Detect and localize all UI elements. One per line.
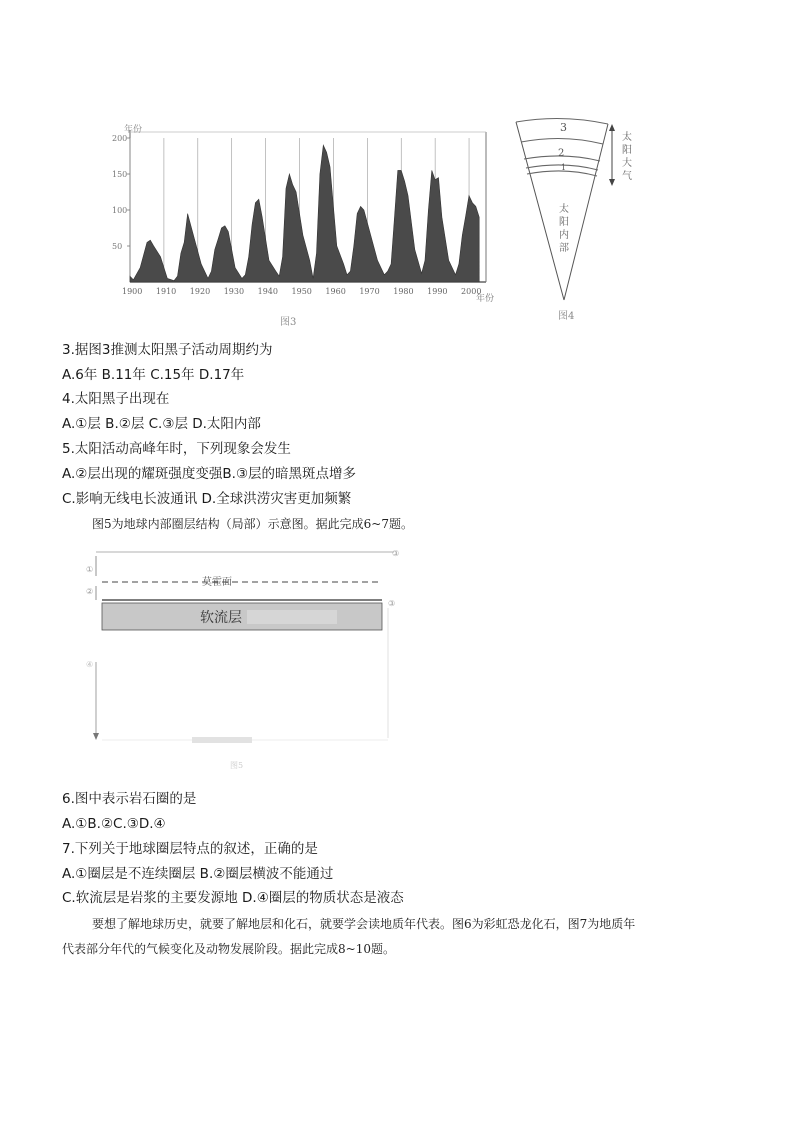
y-tick-label: 100 [112, 206, 128, 215]
right-marker-3b: ③ [388, 599, 396, 608]
question-6-options: A.①B.②C.③D.④ [62, 816, 166, 832]
atmosphere-arrow-bottom [609, 179, 615, 186]
figure5-diagram [82, 542, 402, 774]
x-tick-label: 2000 [461, 287, 482, 296]
question-7: 7.下列关于地球圈层特点的叙述，正确的是 [62, 841, 318, 857]
layer-1-label: ① [86, 565, 94, 574]
layer-2-label: 2 [558, 148, 565, 159]
fan-right-edge [564, 124, 608, 300]
question-4-options: A.①层 B.②层 C.③层 D.太阳内部 [62, 416, 261, 432]
right-marker-3: ③ [392, 549, 400, 558]
y-tick-label: 200 [112, 134, 128, 143]
asthenosphere-label: 软流层 [200, 610, 242, 626]
question-7-options-cd: C.软流层是岩浆的主要发源地 D.④圈层的物质状态是液态 [62, 890, 404, 906]
atmosphere-arrow-top [609, 124, 615, 131]
figure4-diagram [508, 112, 648, 327]
x-tick-label: 1910 [155, 287, 177, 296]
x-tick-label: 1950 [291, 287, 312, 296]
moho-label: 莫霍面 [202, 577, 232, 588]
sun-atmosphere-label: 太阳大气 [622, 132, 632, 182]
x-tick-label: 1970 [359, 287, 380, 296]
figure5-caption: 图5 [230, 761, 244, 770]
asthenosphere-blur [247, 610, 337, 624]
figure3-chart [110, 120, 500, 335]
x-tick-label: 1920 [189, 287, 211, 296]
question-3: 3.据图3推测太阳黑子活动周期约为 [62, 342, 273, 358]
figure4-caption: 图4 [558, 311, 575, 322]
sunspot-area [130, 145, 479, 282]
figure3-caption: 图3 [280, 317, 297, 328]
x-tick-label: 1990 [427, 287, 448, 296]
layer-2-label: ② [86, 587, 94, 596]
figure5-intro: 图5为地球内部圈层结构（局部）示意图。据此完成6~7题。 [92, 517, 413, 531]
x-tick-label: 1940 [257, 287, 278, 296]
question-7-options-ab: A.①圈层是不连续圈层 B.②圈层横波不能通过 [62, 866, 334, 882]
bottom-arrow [93, 733, 99, 740]
bottom-blur-text [192, 737, 252, 743]
question-3-options: A.6年 B.11年 C.15年 D.17年 [62, 367, 245, 383]
layer-4-label: ④ [86, 660, 94, 669]
x-tick-label: 1960 [325, 287, 346, 296]
figure6-intro-line1: 要想了解地球历史，就要了解地层和化石，就要学会读地质年代表。图6为彩虹恐龙化石，图7为地质年 [92, 917, 636, 931]
fan-left-edge [516, 122, 567, 300]
arc-layer-3-2 [521, 138, 603, 144]
y-tick-label: 150 [112, 170, 128, 179]
y-tick-label: 50 [112, 242, 123, 251]
question-5: 5.太阳活动高峰年时，下列现象会发生 [62, 441, 291, 457]
y-axis-label: 年份 [124, 125, 143, 135]
question-5-options-ab: A.②层出现的耀斑强度变强B.③层的暗黑斑点增多 [62, 466, 357, 482]
question-5-options-cd: C.影响无线电长波通讯 D.全球洪涝灾害更加频繁 [62, 491, 352, 507]
x-tick-label: 1900 [122, 287, 143, 296]
layer-1-label: 1 [561, 163, 567, 172]
x-tick-label: 1980 [393, 287, 414, 296]
question-6: 6.图中表示岩石圈的是 [62, 791, 197, 807]
layer-3-label: 3 [560, 121, 567, 134]
x-tick-label: 1930 [223, 287, 245, 296]
figure6-intro-line2: 代表部分年代的气候变化及动物发展阶段。据此完成8~10题。 [62, 942, 395, 956]
sun-interior-label: 太阳内部 [559, 204, 569, 254]
question-4: 4.太阳黑子出现在 [62, 391, 170, 407]
x-axis-unit: 年份 [476, 294, 495, 304]
asthenosphere-band [102, 603, 382, 630]
